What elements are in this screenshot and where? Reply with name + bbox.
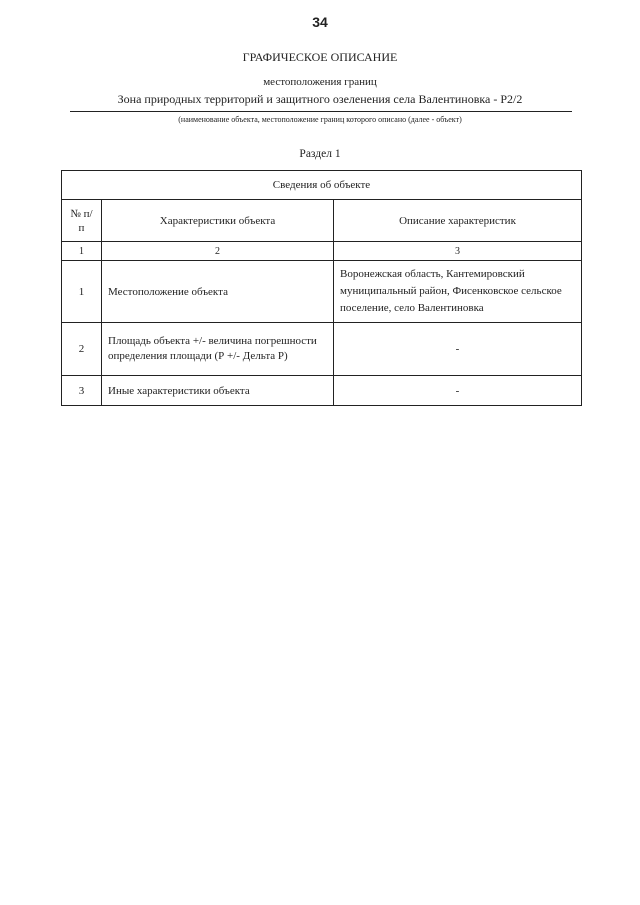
object-info-table [61, 170, 582, 406]
row-description: Воронежская область, Кантемировский муниципальный район, Фисенковское сельское поселение, село Валентиновка [334, 261, 582, 323]
row-number: 2 [62, 323, 102, 376]
underline-rule [70, 111, 572, 112]
index-cell: 3 [334, 242, 582, 261]
object-name-note: (наименование объекта, местоположение границ которого описано (далее - объект) [178, 115, 462, 124]
index-cell: 2 [102, 242, 334, 261]
object-name: Зона природных территорий и защитного озеленения села Валентиновка - Р2/2 [117, 92, 523, 106]
row-characteristic: Местоположение объекта [102, 261, 334, 323]
table-index-row [62, 242, 582, 261]
table-caption: Сведения об объекте [62, 171, 582, 200]
header-characteristic: Характеристики объекта [102, 200, 334, 242]
table-row [62, 376, 582, 406]
section-label: Раздел 1 [299, 148, 341, 160]
row-description: - [334, 376, 582, 406]
header-number: № п/п [62, 200, 102, 242]
table-row [62, 323, 582, 376]
page-number: 34 [312, 14, 328, 30]
header-description: Описание характеристик [334, 200, 582, 242]
row-number: 3 [62, 376, 102, 406]
table-header-row [62, 200, 582, 242]
document-subtitle: местоположения границ [263, 76, 377, 88]
table-row [62, 261, 582, 323]
index-cell: 1 [62, 242, 102, 261]
row-characteristic: Иные характеристики объекта [102, 376, 334, 406]
document-title: ГРАФИЧЕСКОЕ ОПИСАНИЕ [242, 50, 398, 64]
table-caption-row [62, 171, 582, 200]
row-number: 1 [62, 261, 102, 323]
row-description: - [334, 323, 582, 376]
row-characteristic: Площадь объекта +/- величина погрешности определения площади (Р +/- Дельта Р) [102, 323, 334, 376]
